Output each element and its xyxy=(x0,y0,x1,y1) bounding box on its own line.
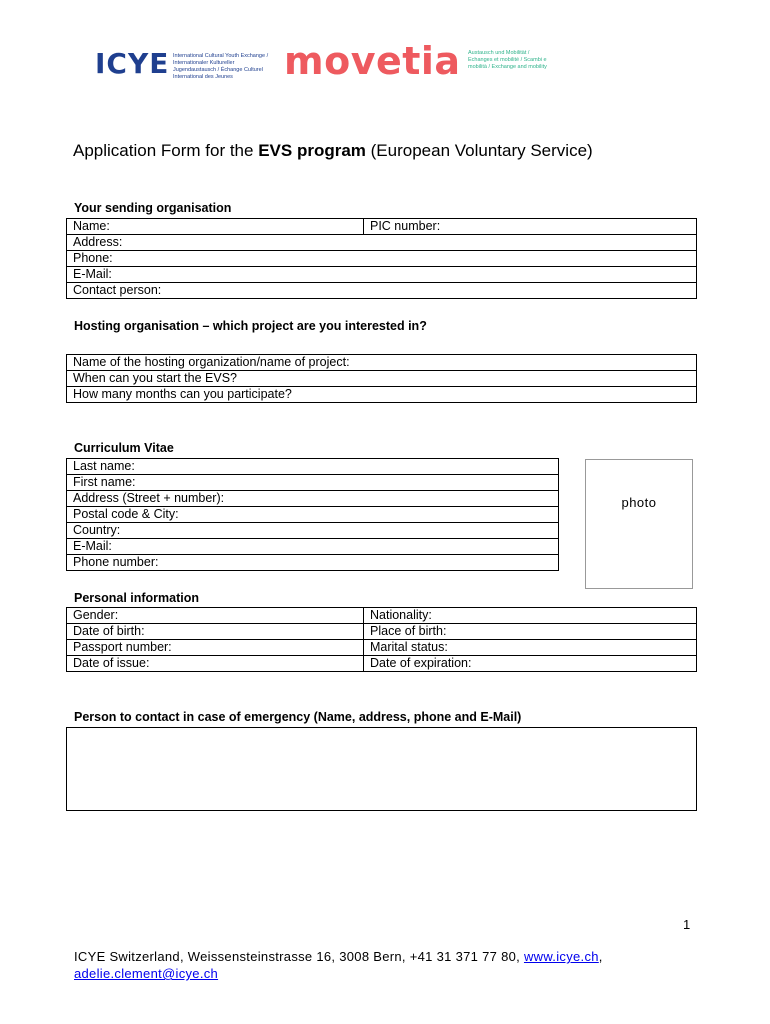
movetia-tagline: Austausch und Mobilität / Echanges et mobilité / Scambi e mobilità / Exchange and mobility xyxy=(468,50,547,70)
hosting-heading: Hosting organisation – which project are you interested in? xyxy=(74,319,427,333)
photo-box[interactable] xyxy=(585,459,693,589)
cv-row[interactable]: Country: xyxy=(67,523,559,539)
page-number: 1 xyxy=(683,917,691,932)
title-bold: EVS program xyxy=(258,141,366,160)
cv-table xyxy=(66,458,559,571)
personal-marital[interactable]: Marital status: xyxy=(364,640,697,656)
footer xyxy=(74,948,603,982)
movetia-logo: movetia xyxy=(284,39,461,83)
personal-place-of-birth[interactable]: Place of birth: xyxy=(364,624,697,640)
emergency-heading: Person to contact in case of emergency (Name, address, phone and E-Mail) xyxy=(74,710,522,724)
title-suffix: (European Voluntary Service) xyxy=(365,141,593,160)
page-title xyxy=(73,141,593,161)
personal-passport[interactable]: Passport number: xyxy=(67,640,364,656)
personal-nationality[interactable]: Nationality: xyxy=(364,608,697,624)
cv-row[interactable]: Address (Street + number): xyxy=(67,491,559,507)
sending-contact[interactable]: Contact person: xyxy=(67,283,697,299)
hosting-row[interactable]: How many months can you participate? xyxy=(67,387,697,403)
sending-address[interactable]: Address: xyxy=(67,235,697,251)
website-link[interactable]: www.icye.ch xyxy=(523,949,599,964)
personal-table xyxy=(66,607,697,672)
cv-row[interactable]: Postal code & City: xyxy=(67,507,559,523)
icye-tagline: International Cultural Youth Exchange / Internationaler Kultureller Jugendaustausch / Échange Culturel International des Jeunes xyxy=(173,53,269,80)
hosting-row[interactable]: Name of the hosting organization/name of project: xyxy=(67,355,697,371)
email-link[interactable]: adelie.clement@icye.ch xyxy=(74,966,219,981)
emergency-box[interactable] xyxy=(66,727,697,811)
photo-label: photo xyxy=(621,495,657,510)
sending-table xyxy=(66,218,697,299)
personal-gender[interactable]: Gender: xyxy=(67,608,364,624)
personal-expiration[interactable]: Date of expiration: xyxy=(364,656,697,672)
hosting-row[interactable]: When can you start the EVS? xyxy=(67,371,697,387)
sending-heading: Your sending organisation xyxy=(74,201,232,215)
cv-heading: Curriculum Vitae xyxy=(74,441,174,455)
personal-heading: Personal information xyxy=(74,591,200,605)
cv-row[interactable]: E-Mail: xyxy=(67,539,559,555)
personal-dob[interactable]: Date of birth: xyxy=(67,624,364,640)
cv-row[interactable]: Last name: xyxy=(67,459,559,475)
personal-issue[interactable]: Date of issue: xyxy=(67,656,364,672)
sending-name[interactable]: Name: xyxy=(67,219,364,235)
sending-phone[interactable]: Phone: xyxy=(67,251,697,267)
footer-text: ICYE Switzerland, Weissensteinstrasse 16, 3008 Bern, +41 31 371 77 80, xyxy=(74,949,524,964)
icye-logo: ICYE xyxy=(95,47,170,80)
cv-row[interactable]: Phone number: xyxy=(67,555,559,571)
sending-email[interactable]: E-Mail: xyxy=(67,267,697,283)
sending-pic[interactable]: PIC number: xyxy=(364,219,697,235)
hosting-table xyxy=(66,354,697,403)
cv-row[interactable]: First name: xyxy=(67,475,559,491)
footer-comma: , xyxy=(598,949,603,964)
title-prefix: Application Form for the xyxy=(73,141,259,160)
